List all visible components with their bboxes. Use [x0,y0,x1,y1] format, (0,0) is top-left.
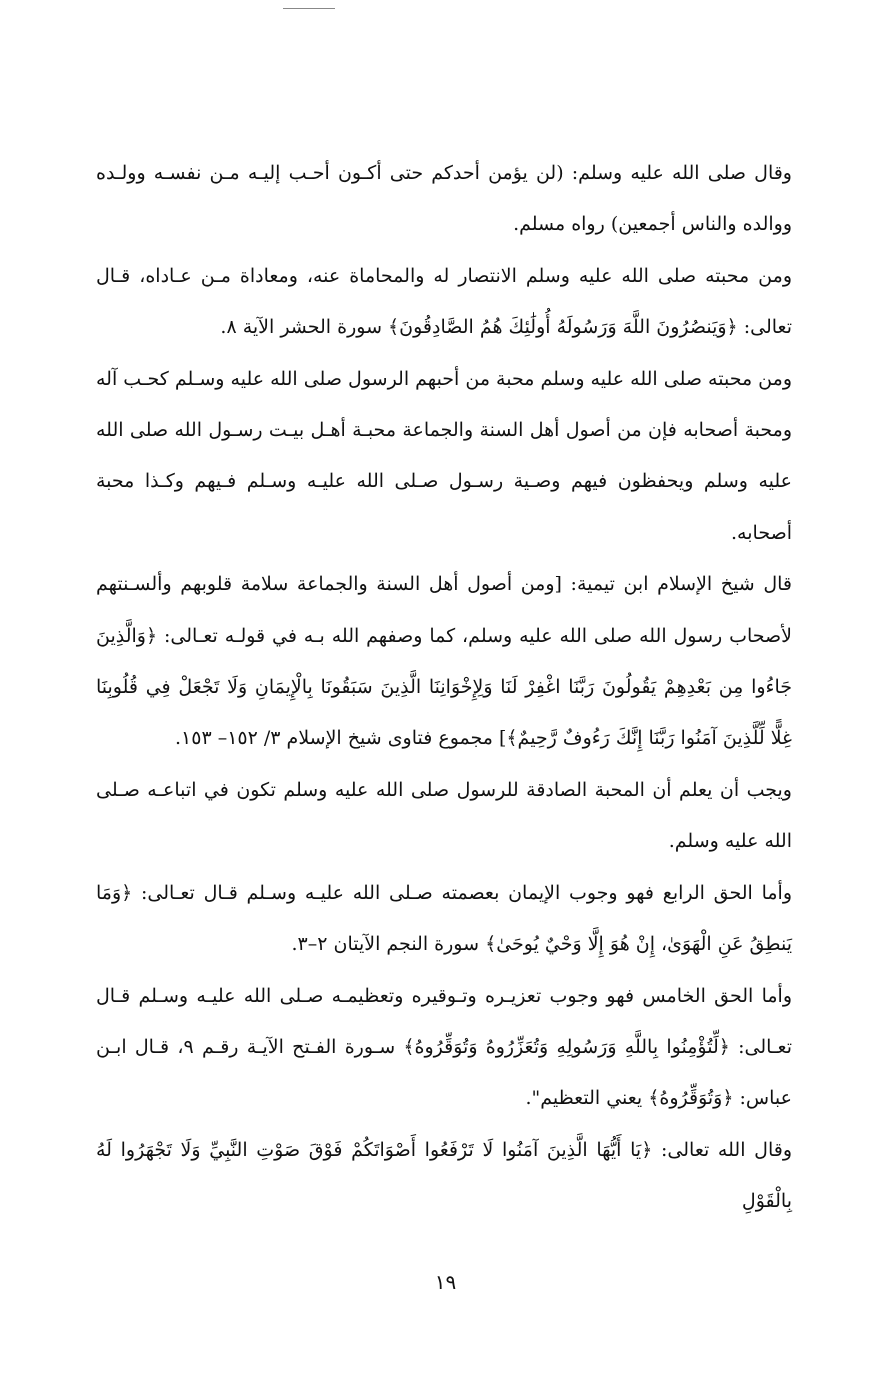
page-body [96,148,792,1228]
paragraph-support-prophet: ومن محبته صلى الله عليه وسلم الانتصار له والمحاماة عنه، ومعاداة مـن عـاداه، قـال تعالى: ﴿وَيَنصُرُونَ اللَّهَ وَرَسُولَهُ أُولَٰئِكَ هُمُ الصَّادِقُونَ﴾ سورة الحشر الآية ٨. [96,264,792,339]
paragraph-hadith-love: وقال صلى الله عليه وسلم: (لن يؤمن أحدكم حتى أكـون أحـب إليـه مـن نفسـه وولـده ووالده والناس أجمعين) رواه مسلم. [96,162,792,236]
paragraph-fourth-right-infallibility: وأما الحق الرابع فهو وجوب الإيمان بعصمته صـلى الله عليـه وسـلم قـال تعـالى: ﴿وَمَا يَنطِقُ عَنِ الْهَوَىٰ، إِنْ هُوَ إِلَّا وَحْيٌ يُوحَىٰ﴾ سورة النجم الآيتان ٢–٣. [96,881,792,956]
paragraph-love-family-companions: ومن محبته صلى الله عليه وسلم محبة من أحبهم الرسول صلى الله عليه وسـلم كحـب آله ومحبة أصحابه فإن من أصول أهل السنة والجماعة محبـة أهـل بيـت رسـول الله صلى الله عليه وسلم ويحفظون فيهم وصـية رسـول صـلى الله عليـه وسـلم فـيهم وكـذا محبة أصحابه. [96,367,793,544]
paragraph-ibn-taymiyyah-quote: قال شيخ الإسلام ابن تيمية: [ومن أصول أهل السنة والجماعة سلامة قلوبهم وألسـنتهم لأصحاب رسول الله صلى الله عليه وسلم، كما وصفهم الله بـه في قولـه تعـالى: ﴿وَالَّذِينَ جَاءُوا مِن بَعْدِهِمْ يَقُولُونَ رَبَّنَا اغْفِرْ لَنَا وَلِإِخْوَانِنَا الَّذِينَ سَبَقُونَا بِالْإِيمَانِ وَلَا تَجْعَلْ فِي قُلُوبِنَا غِلًّا لِّلَّذِينَ آمَنُوا رَبَّنَا إِنَّكَ رَءُوفٌ رَّحِيمٌ﴾] مجموع فتاوى شيخ الإسلام ٣/ ١٥٢– ١٥٣. [96,573,792,750]
paragraph-raising-voices-verse: وقال الله تعالى: ﴿يَا أَيُّهَا الَّذِينَ آمَنُوا لَا تَرْفَعُوا أَصْوَاتَكُمْ فَوْقَ صَوْتِ النَّبِيِّ وَلَا تَجْهَرُوا لَهُ بِالْقَوْلِ [96,1138,792,1213]
paragraph-true-love-following: ويجب أن يعلم أن المحبة الصادقة للرسول صلى الله عليه وسلم تكون في اتباعـه صـلى الله عليه وسلم. [96,778,792,853]
page-number: ١٩ [434,1270,457,1294]
top-decorative-rule [283,8,335,9]
paragraph-fifth-right-honor: وأما الحق الخامس فهو وجوب تعزيـره وتـوقيره وتعظيمـه صـلى الله عليـه وسـلم قـال تعـالى: ﴿لِّتُؤْمِنُوا بِاللَّهِ وَرَسُولِهِ وَتُعَزِّرُوهُ وَتُوَقِّرُوهُ﴾ سـورة الفـتح الآيـة رقـم ٩، قـال ابـن عباس: ﴿وَتُوَقِّرُوهُ﴾ يعني التعظيم". [96,984,792,1110]
